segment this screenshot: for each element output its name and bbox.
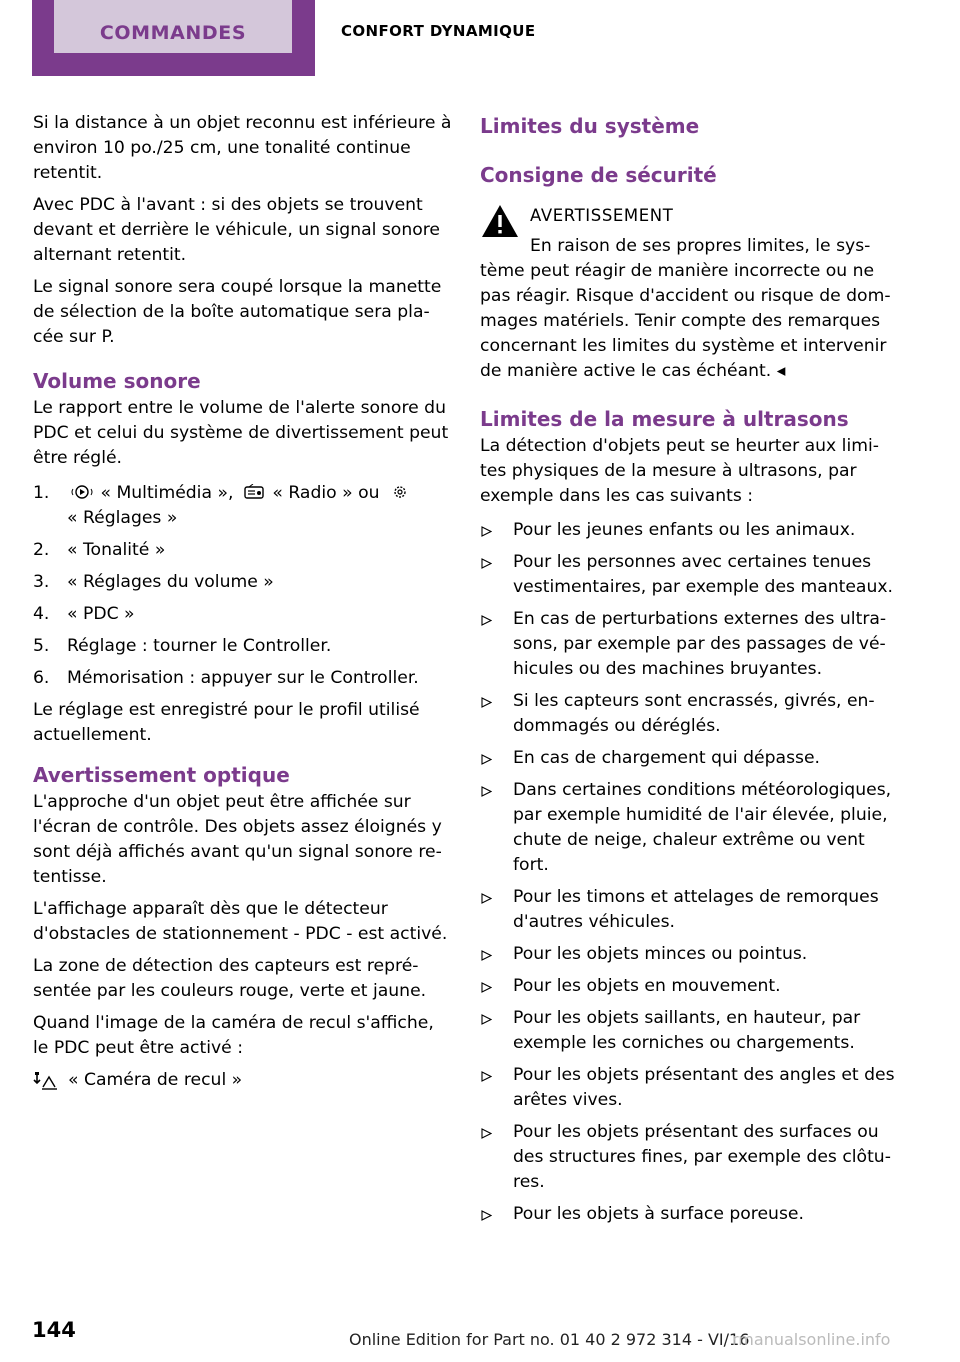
triangle-bullet-icon	[481, 982, 492, 993]
list-item	[480, 778, 904, 878]
list-item-text: Pour les jeunes enfants ou les animaux.	[513, 520, 856, 540]
warning-text	[480, 234, 904, 384]
triangle-bullet-icon	[481, 950, 492, 961]
limitations-list	[480, 518, 904, 1227]
list-item	[480, 518, 904, 543]
list-item	[480, 607, 904, 682]
list-item-text: Pour les objets en mouvement.	[513, 976, 781, 996]
step-number: 5.	[33, 636, 50, 656]
triangle-bullet-icon	[481, 786, 492, 797]
step-text: « PDC »	[67, 604, 135, 624]
heading-limites-systeme: Limites du système	[480, 114, 700, 138]
heading-volume-sonore: Volume sonore	[33, 369, 201, 393]
step-item	[33, 666, 453, 691]
heading-consigne-securite: Consigne de sécurité	[480, 163, 717, 187]
left-column	[33, 111, 453, 1093]
multimedia-icon	[71, 484, 93, 500]
list-item	[480, 1063, 904, 1113]
paragraph: Le signal sonore sera coupé lorsque la manette de sélection de la boîte automatique sera pla‐ cée sur P.	[33, 277, 442, 347]
step-item	[33, 570, 453, 595]
step-number: 1.	[33, 483, 50, 503]
list-item	[480, 974, 904, 999]
step-text: Mémorisation : appuyer sur le Controller.	[67, 668, 419, 688]
step-label-reglages: « Réglages »	[67, 508, 178, 528]
step-number: 4.	[33, 604, 50, 624]
step-item	[33, 602, 453, 627]
list-item-text: Pour les timons et attelages de remorques d'autres véhicules.	[513, 887, 879, 932]
triangle-bullet-icon	[481, 526, 492, 537]
triangle-bullet-icon	[481, 893, 492, 904]
step-text: « Tonalité »	[67, 540, 166, 560]
step-number: 2.	[33, 540, 50, 560]
list-item	[480, 746, 904, 771]
step-number: 3.	[33, 572, 50, 592]
list-item-text: Pour les objets saillants, en hauteur, par exemple les corniches ou chargements.	[513, 1008, 861, 1053]
radio-icon	[243, 484, 265, 500]
list-item	[480, 1202, 904, 1227]
triangle-bullet-icon	[481, 1128, 492, 1139]
step-number: 6.	[33, 668, 50, 688]
paragraph: La zone de détection des capteurs est repré‐ sentée par les couleurs rouge, verte et jaune.	[33, 956, 427, 1001]
warning-triangle-icon	[480, 203, 520, 239]
heading-limites-ultrasons: Limites de la mesure à ultrasons	[480, 407, 849, 431]
list-item-text: Si les capteurs sont encrassés, givrés, en‐ dommagés ou déréglés.	[513, 691, 875, 736]
warning-block	[480, 203, 904, 384]
step-item	[33, 538, 453, 563]
triangle-bullet-icon	[481, 1071, 492, 1082]
triangle-bullet-icon	[481, 1210, 492, 1221]
list-item	[480, 1120, 904, 1195]
section-title: CONFORT DYNAMIQUE	[341, 22, 536, 40]
gear-icon	[389, 484, 411, 500]
list-item-text: Pour les objets présentant des surfaces ou des structures fines, par exemple des clôtu‐ res.	[513, 1122, 891, 1192]
chapter-tab-label: COMMANDES	[54, 0, 292, 53]
list-item-text: Pour les objets minces ou pointus.	[513, 944, 808, 964]
warning-text-first: En raison de ses propres limites, le sys‐	[530, 236, 871, 256]
list-item-text: Pour les objets à surface poreuse.	[513, 1204, 804, 1224]
paragraph: Le rapport entre le volume de l'alerte sonore du PDC et celui du système de divertissement peut être réglé.	[33, 398, 449, 468]
list-item-text: En cas de chargement qui dépasse.	[513, 748, 821, 768]
watermark: rmanualsonline.info	[732, 1330, 891, 1349]
step-text: Réglage : tourner le Controller.	[67, 636, 332, 656]
edition-footer: Online Edition for Part no. 01 40 2 972 314 - VI/16	[349, 1330, 750, 1349]
triangle-bullet-icon	[481, 558, 492, 569]
step-label-radio: « Radio » ou	[272, 483, 380, 503]
camera-step	[33, 1068, 453, 1093]
paragraph: Si la distance à un objet reconnu est inférieure à environ 10 po./25 cm, une tonalité continue retentit.	[33, 113, 452, 183]
triangle-bullet-icon	[481, 754, 492, 765]
paragraph: Quand l'image de la caméra de recul s'affiche, le PDC peut être activé :	[33, 1013, 434, 1058]
steps-list	[33, 481, 453, 691]
right-column	[480, 111, 904, 1234]
step-label-multimedia: « Multimédia »,	[100, 483, 234, 503]
triangle-bullet-icon	[481, 615, 492, 626]
heading-avertissement-optique: Avertissement optique	[33, 763, 290, 787]
list-item	[480, 885, 904, 935]
list-item-text: Dans certaines conditions météorologiques, par exemple humidité de l'air élevée, pluie, chute de neige, chaleur extrême ou vent fort.	[513, 780, 892, 875]
paragraph: Avec PDC à l'avant : si des objets se trouvent devant et derrière le véhicule, un signal sonore alternant retentit.	[33, 195, 440, 265]
list-item	[480, 1006, 904, 1056]
warning-text-rest: tème peut réagir de manière incorrecte ou ne pas réagir. Risque d'accident ou risque de dom‐ mages matériels. Tenir compte des remarques concernant les limites du système et intervenir de manière active le cas échéant. ◂	[480, 261, 891, 381]
list-item	[480, 550, 904, 600]
list-item	[480, 942, 904, 967]
list-item-text: Pour les objets présentant des angles et des arêtes vives.	[513, 1065, 895, 1110]
paragraph: La détection d'objets peut se heurter aux limi‐ tes physiques de la mesure à ultrasons, par exemple dans les cas suivants :	[480, 436, 879, 506]
warning-title: AVERTISSEMENT	[530, 206, 674, 225]
step-item	[33, 634, 453, 659]
step-text: « Réglages du volume »	[67, 572, 274, 592]
paragraph: L'affichage apparaît dès que le détecteur d'obstacles de stationnement - PDC - est activé.	[33, 899, 448, 944]
triangle-bullet-icon	[481, 697, 492, 708]
step-item	[33, 481, 453, 531]
camera-label: « Caméra de recul »	[68, 1070, 243, 1090]
page-number: 144	[32, 1318, 76, 1342]
list-item-text: Pour les personnes avec certaines tenues vestimentaires, par exemple des manteaux.	[513, 552, 893, 597]
list-item-text: En cas de perturbations externes des ultra‐ sons, par exemple par des passages de vé‐ hicules ou des machines bruyantes.	[513, 609, 887, 679]
paragraph: Le réglage est enregistré pour le profil utilisé actuellement.	[33, 700, 420, 745]
paragraph: L'approche d'un objet peut être affichée sur l'écran de contrôle. Des objets assez éloignés y sont déjà affichés avant qu'un signal sonore re‐ tentisse.	[33, 792, 442, 887]
triangle-bullet-icon	[481, 1014, 492, 1025]
list-item	[480, 689, 904, 739]
rear-camera-icon	[33, 1071, 59, 1091]
